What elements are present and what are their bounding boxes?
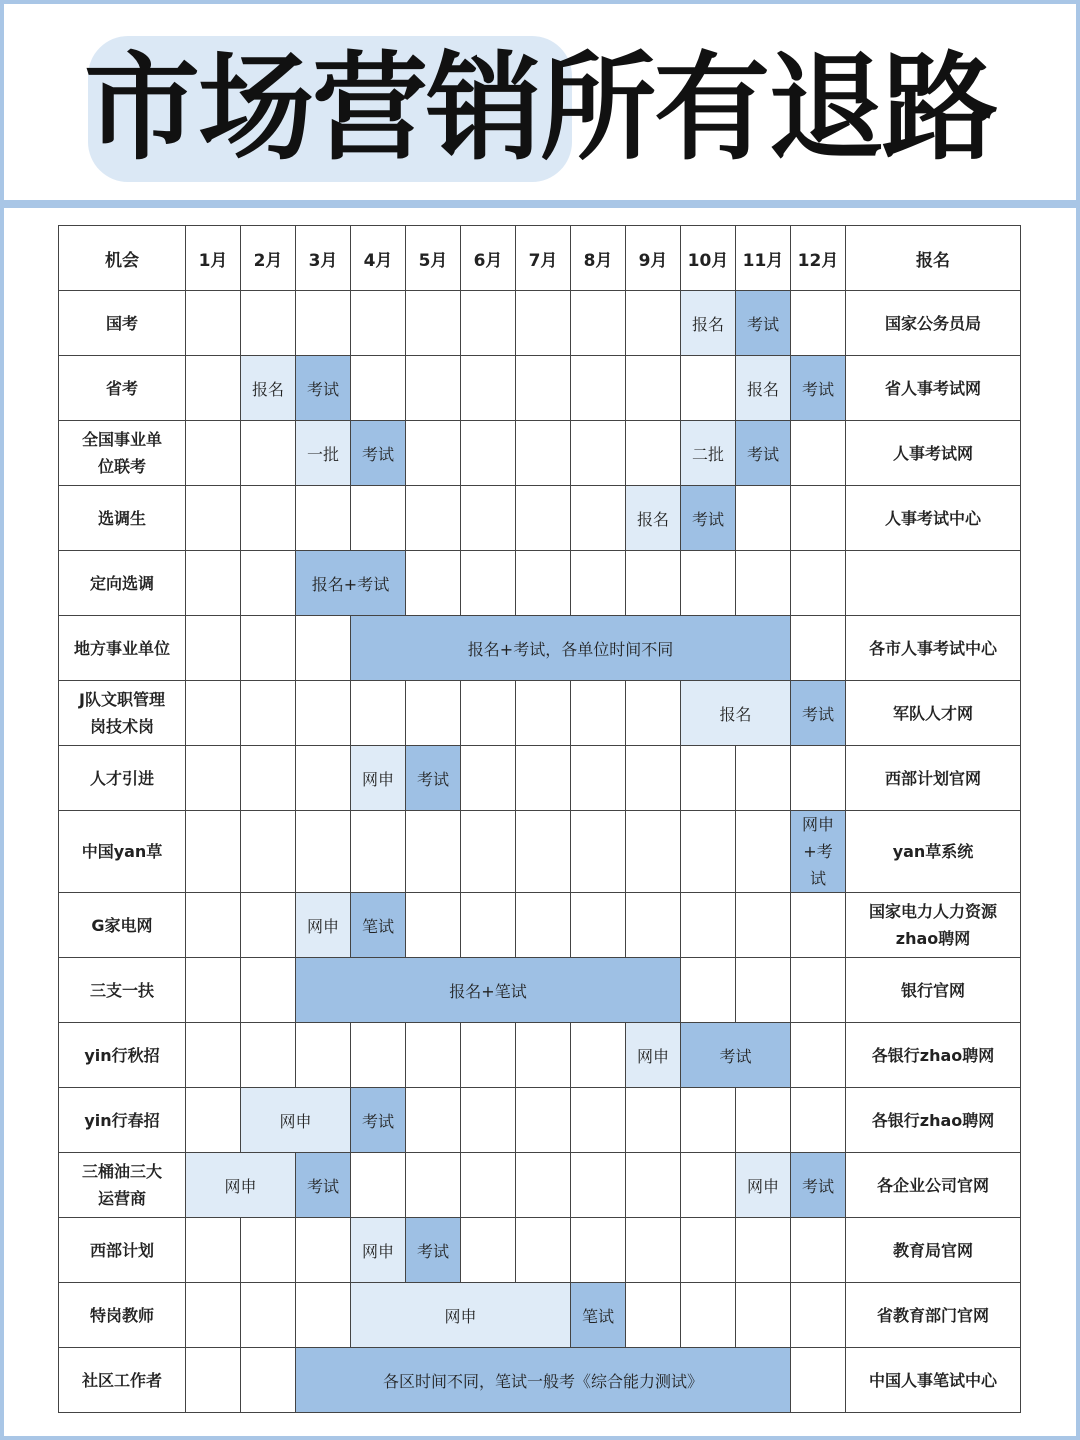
header-month: 6月: [461, 226, 516, 291]
table-row: [59, 1153, 1021, 1218]
table-row: [59, 681, 1021, 746]
header-month: 7月: [516, 226, 571, 291]
row-name: 三支一扶: [59, 958, 186, 1023]
row-name: 国考: [59, 291, 186, 356]
header-row: [59, 226, 1021, 291]
register-cell: 人事考试中心: [846, 486, 1021, 551]
schedule-cell: 考试: [351, 421, 406, 486]
table-row: [59, 1218, 1021, 1283]
row-name: yin行秋招: [59, 1023, 186, 1088]
header-register: 报名: [846, 226, 1021, 291]
header-month: 3月: [296, 226, 351, 291]
register-cell: [846, 551, 1021, 616]
register-cell: 中国人事笔试中心: [846, 1348, 1021, 1413]
schedule-cell: 报名+考试，各单位时间不同: [351, 616, 791, 681]
schedule-cell: 考试: [296, 1153, 351, 1218]
row-name: G家电网: [59, 893, 186, 958]
table-row: [59, 893, 1021, 958]
register-cell: 各企业公司官网: [846, 1153, 1021, 1218]
title-area: [4, 4, 1076, 200]
schedule-cell: 网申: [351, 1218, 406, 1283]
schedule-cell: [791, 811, 846, 893]
row-name: [59, 421, 186, 486]
table-row: [59, 486, 1021, 551]
table-row: [59, 746, 1021, 811]
schedule-cell: 考试: [406, 1218, 461, 1283]
row-name-text: 全国事业单位联考: [81, 430, 162, 476]
header-month: 1月: [186, 226, 241, 291]
schedule-cell-text: 网申+考试: [801, 815, 834, 888]
row-name: yin行春招: [59, 1088, 186, 1153]
schedule-cell: 考试: [681, 1023, 791, 1088]
header-month: 5月: [406, 226, 461, 291]
table-row: [59, 291, 1021, 356]
divider: [4, 200, 1076, 208]
schedule-table: [58, 225, 1021, 1413]
table-row: [59, 356, 1021, 421]
schedule-cell: 网申: [736, 1153, 791, 1218]
table-row: [59, 1088, 1021, 1153]
row-name: 省考: [59, 356, 186, 421]
schedule-cell: 网申: [186, 1153, 296, 1218]
schedule-cell: 网申: [296, 893, 351, 958]
table-row: [59, 958, 1021, 1023]
row-name-text: 三桶油三大运营商: [81, 1162, 162, 1208]
schedule-cell: 报名: [241, 356, 296, 421]
register-cell-text: 国家电力人力资源zhao聘网: [868, 902, 997, 948]
schedule-cell: 考试: [681, 486, 736, 551]
schedule-cell: 考试: [406, 746, 461, 811]
schedule-cell: 考试: [296, 356, 351, 421]
header-month: 4月: [351, 226, 406, 291]
schedule-cell: 考试: [351, 1088, 406, 1153]
row-name: 地方事业单位: [59, 616, 186, 681]
register-cell: 国家公务员局: [846, 291, 1021, 356]
schedule-cell: 网申: [351, 746, 406, 811]
table-row: [59, 1283, 1021, 1348]
schedule-cell: 报名+考试: [296, 551, 406, 616]
schedule-cell: 网申: [351, 1283, 571, 1348]
row-name: 中国yan草: [59, 811, 186, 893]
schedule-cell: 考试: [736, 291, 791, 356]
register-cell: 省教育部门官网: [846, 1283, 1021, 1348]
header-month: 12月: [791, 226, 846, 291]
register-cell: 各银行zhao聘网: [846, 1023, 1021, 1088]
row-name: [59, 1153, 186, 1218]
row-name: 人才引进: [59, 746, 186, 811]
table-row: [59, 421, 1021, 486]
register-cell: yan草系统: [846, 811, 1021, 893]
header-month: 10月: [681, 226, 736, 291]
schedule-cell: 考试: [736, 421, 791, 486]
schedule-cell: 各区时间不同，笔试一般考《综合能力测试》: [296, 1348, 791, 1413]
schedule-cell: 二批: [681, 421, 736, 486]
register-cell: 西部计划官网: [846, 746, 1021, 811]
row-name: 定向选调: [59, 551, 186, 616]
register-cell: 人事考试网: [846, 421, 1021, 486]
table-row: [59, 551, 1021, 616]
register-cell: 省人事考试网: [846, 356, 1021, 421]
schedule-cell: 考试: [791, 356, 846, 421]
table-row: [59, 616, 1021, 681]
schedule-cell: 报名+笔试: [296, 958, 681, 1023]
schedule-cell: 报名: [626, 486, 681, 551]
row-name-text: J队文职管理岗技术岗: [79, 690, 165, 736]
schedule-cell: 报名: [681, 291, 736, 356]
register-cell: [846, 893, 1021, 958]
table-row: [59, 1023, 1021, 1088]
row-name: 西部计划: [59, 1218, 186, 1283]
register-cell: 各市人事考试中心: [846, 616, 1021, 681]
header-month: 9月: [626, 226, 681, 291]
schedule-cell: 网申: [241, 1088, 351, 1153]
row-name: [59, 681, 186, 746]
register-cell: 银行官网: [846, 958, 1021, 1023]
schedule-cell: 网申: [626, 1023, 681, 1088]
row-name: 社区工作者: [59, 1348, 186, 1413]
header-month: 2月: [241, 226, 296, 291]
row-name: 特岗教师: [59, 1283, 186, 1348]
table-row: [59, 1348, 1021, 1413]
header-month: 11月: [736, 226, 791, 291]
page-title: 市场营销所有退路: [84, 41, 996, 176]
schedule-cell: 考试: [791, 681, 846, 746]
schedule-cell: 考试: [791, 1153, 846, 1218]
header-opportunity: 机会: [59, 226, 186, 291]
header-month: 8月: [571, 226, 626, 291]
schedule-cell: 报名: [736, 356, 791, 421]
table-row: [59, 811, 1021, 893]
register-cell: 军队人才网: [846, 681, 1021, 746]
register-cell: 教育局官网: [846, 1218, 1021, 1283]
row-name: 选调生: [59, 486, 186, 551]
schedule-cell: 笔试: [351, 893, 406, 958]
register-cell: 各银行zhao聘网: [846, 1088, 1021, 1153]
schedule-cell: 一批: [296, 421, 351, 486]
schedule-cell: 报名: [681, 681, 791, 746]
schedule-cell: 笔试: [571, 1283, 626, 1348]
